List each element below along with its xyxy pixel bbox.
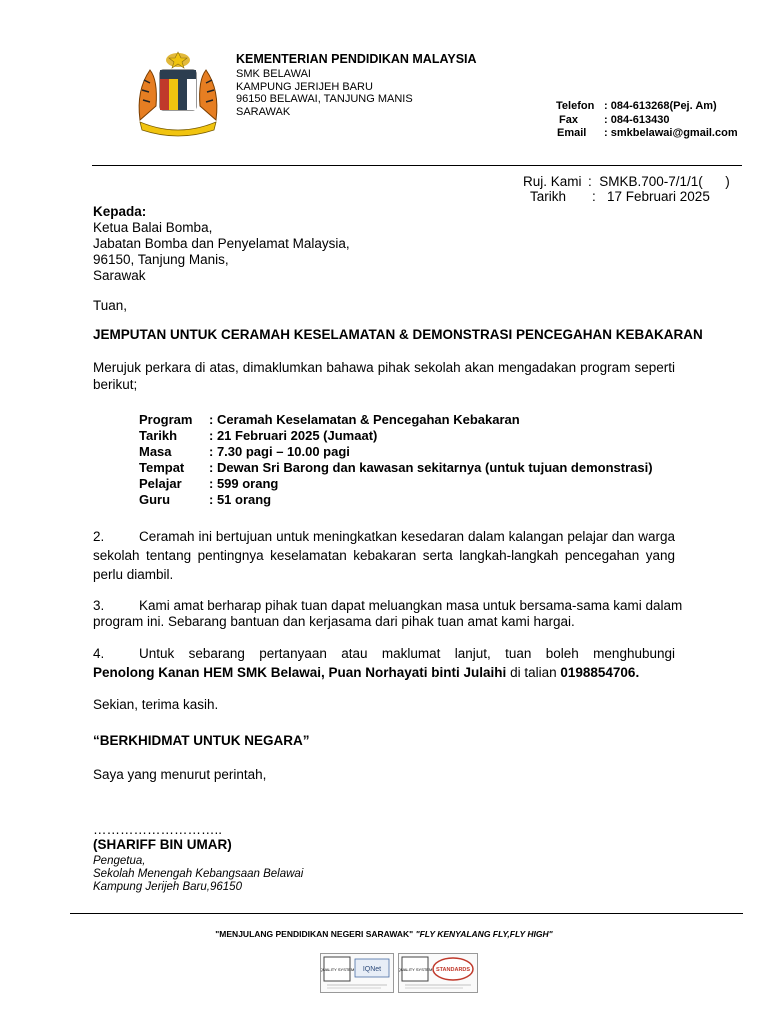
- signatory-name: (SHARIFF BIN UMAR): [93, 837, 232, 852]
- paragraph-text: Ceramah ini bertujuan untuk meningkatkan kesedaran dalam kalangan pelajar dan warga sekolah tentang pentingnya keselamatan kebakaran serta langkah-langkah pencegahan yang perlu diambil.: [93, 529, 675, 582]
- signatory-title: Pengetua,: [93, 855, 146, 867]
- program-row: [139, 460, 653, 476]
- school-name: SMK BELAWAI: [236, 68, 311, 80]
- program-row: [139, 492, 653, 508]
- contact-value: : smkbelawai@gmail.com: [604, 127, 738, 139]
- paragraph-text: Untuk sebarang pertanyaan atau maklumat lanjut, tuan boleh menghubungi: [139, 646, 675, 661]
- program-value: : 599 orang: [209, 476, 279, 491]
- program-label: Masa: [139, 444, 172, 459]
- certification-logo-right: [398, 953, 478, 993]
- recipient-heading: Kepada:: [93, 204, 147, 219]
- intro-paragraph: Merujuk perkara di atas, dimaklumkan bahawa pihak sekolah akan mengadakan program seperti berikut;: [93, 360, 675, 392]
- closing-line: Sekian, terima kasih.: [93, 697, 219, 712]
- paragraph-line: [93, 644, 675, 663]
- paragraph-number: 2.: [93, 529, 105, 544]
- motto-text: "MENJULANG PENDIDIKAN NEGERI SARAWAK": [215, 929, 416, 939]
- recipient-line: Jabatan Bomba dan Penyelamat Malaysia,: [93, 236, 350, 251]
- footer-motto: [0, 929, 768, 939]
- program-label: Pelajar: [139, 476, 182, 491]
- address-line: SARAWAK: [236, 105, 291, 118]
- recipient-line: 96150, Tanjung Manis,: [93, 252, 229, 267]
- paragraph-number: 4.: [93, 646, 105, 661]
- contact-person: Penolong Kanan HEM SMK Belawai, Puan Norhayati binti Julaihi: [93, 665, 507, 680]
- signoff-line: Saya yang menurut perintah,: [93, 767, 267, 782]
- svg-text:QUALITY SYSTEM: QUALITY SYSTEM: [321, 967, 355, 972]
- program-value: : 51 orang: [209, 492, 272, 507]
- recipient-line: Sarawak: [93, 268, 146, 283]
- recipient-line: Ketua Balai Bomba,: [93, 220, 213, 235]
- reference-date-value: : 17 Februari 2025: [592, 189, 710, 204]
- signatory-title: Kampung Jerijeh Baru,96150: [93, 881, 242, 893]
- signature-line: ………………………..: [93, 822, 223, 837]
- letter-subject: JEMPUTAN UNTUK CERAMAH KESELAMATAN & DEMONSTRASI PENCEGAHAN KEBAKARAN: [93, 327, 703, 342]
- address-line: 96150 BELAWAI, TANJUNG MANIS: [236, 93, 413, 105]
- program-label: Program: [139, 412, 193, 427]
- contact-email: [556, 127, 738, 141]
- contact-value: : 084-613430: [604, 113, 670, 126]
- contact-fax: [556, 114, 738, 128]
- program-row: [139, 476, 653, 492]
- motto-text-italic: "FLY KENYALANG FLY,FLY HIGH": [415, 929, 553, 939]
- contact-label: Fax: [559, 113, 578, 126]
- paragraph-number: 3.: [93, 598, 105, 613]
- contact-label: Email: [557, 127, 587, 139]
- program-row: [139, 412, 653, 428]
- reference-ruj-label: Ruj. Kami: [523, 174, 582, 189]
- program-value: : Dewan Sri Barong dan kawasan sekitarnya (untuk tujuan demonstrasi): [209, 460, 653, 475]
- paragraph-line: [93, 663, 675, 682]
- program-label: Guru: [139, 492, 171, 507]
- svg-text:STANDARDS: STANDARDS: [435, 967, 471, 973]
- reference-ruj-value: : SMKB.700-7/1/1( ): [588, 174, 730, 189]
- contact-telefon: [556, 100, 738, 114]
- header-divider: [92, 165, 742, 166]
- coat-of-arms-logo: [130, 50, 226, 138]
- signatory-title: Sekolah Menengah Kebangsaan Belawai: [93, 868, 304, 880]
- ministry-name: KEMENTERIAN PENDIDIKAN MALAYSIA: [236, 52, 477, 66]
- paragraph-4: [93, 644, 675, 682]
- program-value: : 7.30 pagi – 10.00 pagi: [209, 444, 350, 459]
- paragraph-text: Kami amat berharap pihak tuan dapat meluangkan masa untuk bersama-sama kami dalam program ini. Sebarang bantuan dan kerjasama dari pihak tuan amat kami hargai.: [93, 598, 683, 629]
- svg-text:QUALITY SYSTEM: QUALITY SYSTEM: [399, 967, 433, 972]
- paragraph-text: di talian: [506, 665, 561, 680]
- program-row: [139, 428, 653, 444]
- footer-divider: [70, 913, 743, 914]
- program-value: : 21 Februari 2025 (Jumaat): [209, 428, 378, 443]
- program-label: Tarikh: [139, 428, 178, 443]
- contact-block: [556, 100, 738, 141]
- svg-text:IQNet: IQNet: [362, 966, 382, 973]
- salutation: Tuan,: [93, 298, 128, 313]
- address-line: KAMPUNG JERIJEH BARU: [236, 80, 373, 93]
- contact-label: Telefon: [556, 100, 595, 112]
- paragraph-2: [93, 527, 675, 584]
- certification-logo-left: [320, 953, 394, 993]
- program-details: [139, 412, 653, 508]
- program-value: : Ceramah Keselamatan & Pencegahan Kebakaran: [209, 412, 520, 427]
- reference-date-label: Tarikh: [530, 189, 567, 204]
- program-label: Tempat: [139, 460, 185, 475]
- contact-value: : 084-613268(Pej. Am): [604, 100, 717, 112]
- program-row: [139, 444, 653, 460]
- slogan: “BERKHIDMAT UNTUK NEGARA”: [93, 733, 310, 748]
- contact-phone: 0198854706.: [560, 665, 640, 680]
- paragraph-3: [93, 598, 683, 630]
